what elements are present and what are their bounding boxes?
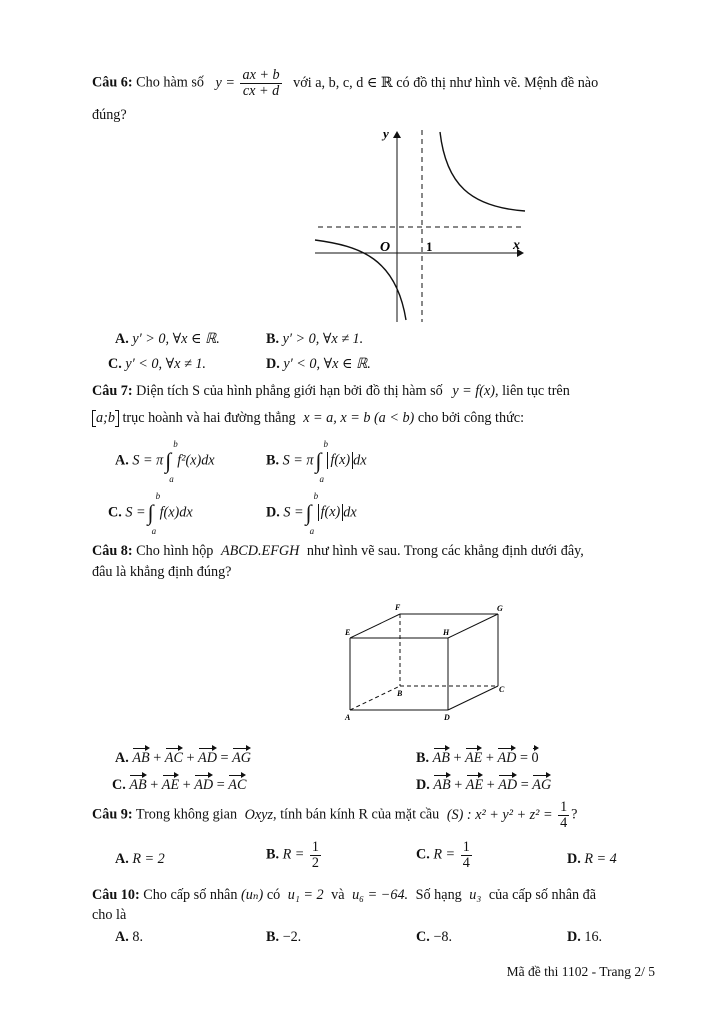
q8-option-b-key: B. [416, 750, 430, 766]
q9-text2: , tính bán kính R của mặt cầu [273, 806, 440, 823]
q10-u1: u₁ = 2 [287, 887, 324, 903]
q7-option-d[interactable] [266, 491, 357, 536]
q10-option-a[interactable] [115, 929, 143, 946]
q6-curve-right-branch [440, 132, 525, 211]
q8-stem-line1 [92, 543, 584, 560]
q8-vertex-h: H [443, 628, 450, 637]
q10-text5: của cấp số nhân đã [488, 887, 597, 903]
q6-fraction [240, 68, 281, 99]
q6-option-c[interactable] [108, 356, 206, 373]
q9-sphere: (S) : x² + y² + z² = [446, 806, 553, 823]
q7-option-a-body: f²(x)dx [177, 452, 215, 469]
q10-option-d-key: D. [567, 929, 581, 945]
q6-option-d[interactable] [266, 356, 371, 373]
q8-option-d-key: D. [416, 777, 430, 793]
q7-text2: trục hoành và hai đường thẳng [122, 410, 296, 426]
q7-option-c[interactable] [108, 491, 193, 536]
q8-text1: Cho hình hộp [136, 543, 214, 559]
q10-option-a-text: 8. [132, 929, 143, 945]
q6-option-a[interactable] [115, 331, 220, 348]
q7-stem-line2 [92, 410, 524, 427]
q6-option-a-key: A. [115, 331, 129, 347]
q7-fx: y = f(x) [452, 383, 495, 399]
q10-u3: u₃ [469, 887, 482, 903]
q10-text2: có [266, 887, 281, 903]
q6-option-c-text: y′ < 0, ∀x ≠ 1. [125, 356, 206, 372]
q7-option-d-post: dx [343, 504, 357, 521]
q8-option-c[interactable]: C. AB + AE + AD = AC [112, 774, 246, 794]
q7-option-a-integral-sign: ∫ b a [165, 439, 178, 484]
q9-option-b-key: B. [266, 846, 280, 863]
q7-option-b-integral-sign: ∫ b a [315, 439, 328, 484]
q10-text4: Số hạng [415, 887, 462, 903]
q9-space: Oxyz [244, 806, 273, 823]
page-footer: Mã đề thi 1102 - Trang 2/ 5 [506, 964, 655, 979]
q6-y-label: y [383, 126, 389, 141]
q10-seq: (uₙ) [240, 887, 264, 903]
q9-option-a[interactable] [115, 851, 165, 868]
q7-text3: cho bởi công thức: [417, 410, 525, 426]
q8-option-a-key: A. [115, 750, 129, 766]
q10-stem-line2: cho là [92, 907, 127, 923]
q7-option-b-body: f(x) [327, 452, 353, 469]
q6-option-d-key: D. [266, 356, 280, 372]
q10-option-c[interactable] [416, 929, 452, 946]
q6-option-d-text: y′ < 0, ∀x ∈ ℝ. [283, 356, 371, 372]
q9-option-b-fraction: $\frac{1}{2}$ [311, 839, 319, 871]
q8-vertex-d: D [444, 713, 450, 722]
q10-option-c-key: C. [416, 929, 430, 945]
q8-option-b[interactable]: B. AB + AE + AD = 0 [416, 747, 539, 767]
q6-fraction-num: ax + b [242, 67, 280, 83]
q7-option-b-pre: S = π [282, 452, 314, 469]
q7-option-c-body: f(x)dx [159, 504, 193, 521]
q7-stem-line1 [92, 383, 570, 400]
q9-label: Câu 9: [92, 806, 133, 823]
q10-option-d-text: 16. [584, 929, 603, 945]
q6-origin-label: O [380, 240, 391, 255]
q7-interval: a;b [92, 410, 119, 427]
q9-option-d-text: R = 4 [584, 851, 617, 867]
q7-option-a-key: A. [115, 452, 129, 469]
q8-label: Câu 8: [92, 543, 133, 559]
q8-vertex-a: A [345, 713, 351, 722]
q10-stem-line1 [92, 887, 596, 904]
q6-label: Câu 6: [92, 74, 133, 91]
q6-one-label: 1 [426, 239, 433, 254]
q10-option-c-text: −8. [433, 929, 452, 945]
q6-option-b-text: y′ > 0, ∀x ≠ 1. [282, 331, 364, 347]
q6-x-label: x [513, 238, 520, 253]
q9-stem [92, 800, 577, 831]
q10-u6: u₆ = −64. [352, 887, 409, 903]
q8-text2: như hình vẽ sau. Trong các khẳng định dưới đây, [306, 543, 584, 559]
q10-option-d[interactable] [567, 929, 602, 946]
q8-vertex-g: G [497, 604, 503, 613]
q8-stem-line2: đâu là khẳng định đúng? [92, 564, 232, 580]
q7-option-a[interactable] [115, 439, 215, 484]
q8-vertex-b: B [397, 689, 403, 698]
q7-option-d-integral-sign: ∫ b a [305, 491, 319, 536]
q8-vertex-f: F [395, 603, 401, 612]
q8-option-a[interactable]: A. AB + AC + AD = AG [115, 747, 251, 767]
q7-option-d-key: D. [266, 504, 280, 521]
q10-option-b-text: −2. [282, 929, 302, 945]
q6-stem-line1 [92, 68, 598, 99]
q9-option-c[interactable] [416, 840, 474, 871]
q7-text1b: , liên tục trên [494, 383, 570, 399]
q9-qmark: ? [571, 806, 578, 823]
q7-option-b-post: dx [353, 452, 367, 469]
q9-option-c-fraction: $\frac{1}{4}$ [462, 839, 470, 871]
q7-lines: x = a, x = b (a < b) [303, 410, 415, 426]
q7-option-b-key: B. [266, 452, 280, 469]
q6-curve-left-branch [315, 240, 406, 320]
q9-text1: Trong không gian [135, 806, 238, 823]
q10-text3: và [331, 887, 345, 903]
q7-option-d-pre: S = [283, 504, 304, 521]
q9-option-d-key: D. [567, 851, 581, 867]
q10-label: Câu 10: [92, 887, 140, 903]
q6-y-eq: y = [215, 74, 235, 91]
q6-text2: với a, b, c, d ∈ ℝ có đồ thị như hình vẽ. Mệnh đề nào [293, 74, 599, 91]
q6-option-b[interactable] [266, 331, 363, 348]
q8-option-d[interactable]: D. AB + AE + AD = AG [416, 774, 551, 794]
q8-option-c-key: C. [112, 777, 126, 793]
q7-option-b[interactable] [266, 439, 367, 484]
q9-option-a-key: A. [115, 851, 129, 867]
q9-option-a-text: R = 2 [132, 851, 165, 867]
q6-text1: Cho hàm số [136, 74, 204, 91]
q9-option-c-pre: R = [433, 846, 456, 863]
q6-stem-line2: đúng? [92, 107, 127, 123]
q10-option-b-key: B. [266, 929, 280, 945]
q10-option-b[interactable] [266, 929, 301, 946]
q7-label: Câu 7: [92, 383, 133, 399]
q10-text1: Cho cấp số nhân [143, 887, 238, 903]
q10-option-a-key: A. [115, 929, 129, 945]
q8-box-figure [340, 600, 515, 725]
q7-text1: Diện tích S của hình phẳng giới hạn bởi đồ thị hàm số [136, 383, 443, 399]
q7-option-c-integral-sign: ∫ b a [147, 491, 161, 536]
q6-option-c-key: C. [108, 356, 122, 372]
q9-option-b[interactable] [266, 840, 323, 871]
q9-option-c-key: C. [416, 846, 430, 863]
q6-graph [310, 122, 535, 327]
q7-option-c-key: C. [108, 504, 122, 521]
q7-option-a-pre: S = π [132, 452, 164, 469]
q6-fraction-den: cx + d [242, 82, 280, 99]
q9-rhs-fraction: $\frac{1}{4}$ [560, 799, 568, 831]
q8-vertex-e: E [345, 628, 351, 637]
q9-option-b-pre: R = [282, 846, 305, 863]
q8-box-name: ABCD.EFGH [220, 543, 300, 559]
q6-option-b-key: B. [266, 331, 280, 347]
q9-option-d[interactable] [567, 851, 617, 868]
q7-option-c-pre: S = [125, 504, 146, 521]
q8-vertex-c: C [499, 685, 505, 694]
q6-option-a-text: y′ > 0, ∀x ∈ ℝ. [132, 331, 220, 347]
q7-option-d-body: f(x) [318, 504, 344, 521]
